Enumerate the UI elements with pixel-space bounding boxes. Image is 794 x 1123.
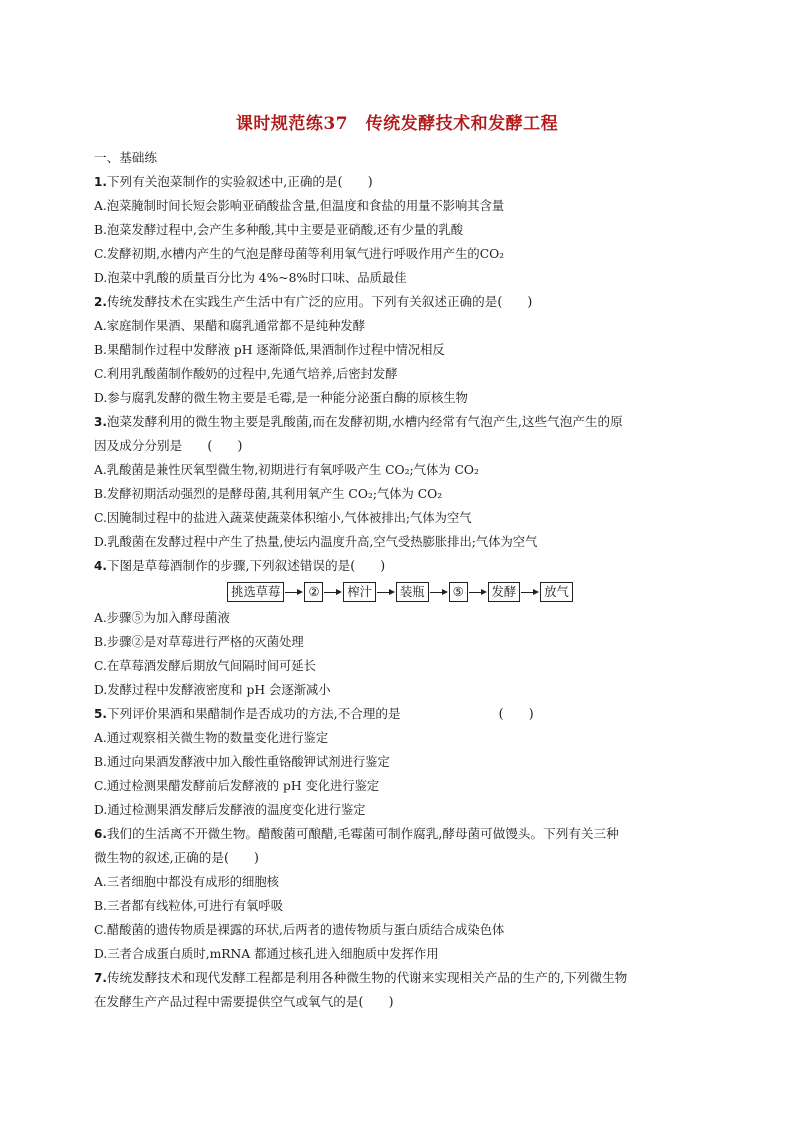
- question-2-option-a: A.家庭制作果酒、果醋和腐乳通常都不是纯种发酵: [94, 319, 366, 333]
- question-4-option-c: C.在草莓酒发酵后期放气间隔时间可延长: [94, 659, 316, 673]
- question-5-stem: [94, 702, 706, 726]
- flow-step-select-strawberry: 挑选草莓: [227, 582, 284, 602]
- section-heading: 一、基础练: [94, 150, 157, 165]
- question-6-stem-line-2: 微生物的叙述,正确的是( ): [94, 850, 259, 865]
- question-2-option-b: B.果醋制作过程中发酵液 pH 逐渐降低,果酒制作过程中情况相反: [94, 343, 445, 357]
- process-flow-diagram: [94, 579, 706, 605]
- question-6-option-d: D.三者合成蛋白质时,mRNA 都通过核孔进入细胞质中发挥作用: [94, 947, 439, 961]
- question-2-stem: [94, 290, 706, 314]
- question-3-stem-line-2: 因及成分分别是 ( ): [94, 438, 243, 453]
- question-5-option-c: C.通过检测果醋发酵前后发酵液的 pH 变化进行鉴定: [94, 779, 380, 793]
- flow-step-fermentation: 发酵: [488, 582, 521, 602]
- question-text: 传统发酵技术和现代发酵工程都是利用各种微生物的代谢来实现相关产品的生产的,下列微生物: [106, 970, 628, 985]
- question-text: 下列有关泡菜制作的实验叙述中,正确的是( ): [106, 174, 373, 189]
- question-2-option-d: D.参与腐乳发酵的微生物主要是毛霉,是一种能分泌蛋白酶的原核生物: [94, 391, 468, 405]
- page-title: 课时规范练37 传统发酵技术和发酵工程: [235, 114, 559, 134]
- question-text: 下列评价果酒和果醋制作是否成功的方法,不合理的是: [106, 706, 401, 721]
- question-3-stem-line-1: [94, 410, 706, 434]
- question-5-option-b: B.通过向果酒发酵液中加入酸性重铬酸钾试剂进行鉴定: [94, 755, 390, 769]
- question-text: 我们的生活离不开微生物。醋酸菌可酿醋,毛霉菌可制作腐乳,酵母菌可做馒头。下列有关三种: [106, 826, 619, 841]
- question-2-option-c: C.利用乳酸菌制作酸奶的过程中,先通气培养,后密封发酵: [94, 367, 398, 381]
- question-list: [94, 146, 706, 1014]
- question-6-option-a: A.三者细胞中都没有成形的细胞核: [94, 875, 279, 889]
- question-1-option-b: B.泡菜发酵过程中,会产生多种酸,其中主要是亚硝酸,还有少量的乳酸: [94, 223, 463, 237]
- question-6-stem-line-1: [94, 822, 706, 846]
- question-3-option-a: A.乳酸菌是兼性厌氧型微生物,初期进行有氧呼吸产生 CO₂;气体为 CO₂: [94, 463, 479, 477]
- question-1-option-a: A.泡菜腌制时间长短会影响亚硝酸盐含量,但温度和食盐的用量不影响其含量: [94, 199, 505, 213]
- question-number: 1.: [94, 175, 107, 189]
- answer-paren: ( ): [498, 706, 534, 721]
- question-4-option-a: A.步骤⑤为加入酵母菌液: [94, 611, 230, 625]
- question-4-option-b: B.步骤②是对草莓进行严格的灭菌处理: [94, 635, 304, 649]
- question-6-option-b: B.三者都有线粒体,可进行有氧呼吸: [94, 899, 284, 913]
- flow-arrow-icon: [323, 583, 343, 601]
- question-number: 2.: [94, 295, 107, 309]
- question-6-option-c: C.醋酸菌的遗传物质是裸露的环状,后两者的遗传物质与蛋白质结合成染色体: [94, 923, 505, 937]
- question-number: 6.: [94, 827, 107, 841]
- question-1-option-c: C.发酵初期,水槽内产生的气泡是酵母菌等利用氧气进行呼吸作用产生的CO₂: [94, 247, 505, 261]
- question-4-stem: [94, 554, 706, 578]
- question-5-option-d: D.通过检测果酒发酵后发酵液的温度变化进行鉴定: [94, 803, 366, 817]
- flow-step-juicing: 榨汁: [343, 582, 376, 602]
- question-7-stem-line-2: 在发酵生产产品过程中需要提供空气或氧气的是( ): [94, 994, 394, 1009]
- question-1-option-d: D.泡菜中乳酸的质量百分比为 4%~8%时口味、品质最佳: [94, 271, 407, 285]
- flow-arrow-icon: [429, 583, 449, 601]
- question-3-option-c: C.因腌制过程中的盐进入蔬菜使蔬菜体积缩小,气体被排出;气体为空气: [94, 511, 472, 525]
- question-text: 泡菜发酵利用的微生物主要是乳酸菌,而在发酵初期,水槽内经常有气泡产生,这些气泡产生的原: [106, 414, 623, 429]
- flow-arrow-icon: [520, 583, 540, 601]
- flow-arrow-icon: [284, 583, 304, 601]
- question-number: 5.: [94, 707, 107, 721]
- flow-step-5: ⑤: [449, 582, 468, 602]
- question-text: 下图是草莓酒制作的步骤,下列叙述错误的是( ): [106, 558, 386, 573]
- question-text: 传统发酵技术在实践生产生活中有广泛的应用。下列有关叙述正确的是( ): [106, 294, 533, 309]
- question-1-stem: [94, 170, 706, 194]
- question-7-stem-line-1: [94, 966, 706, 990]
- flow-arrow-icon: [468, 583, 488, 601]
- question-number: 4.: [94, 559, 107, 573]
- question-5-option-a: A.通过观察相关微生物的数量变化进行鉴定: [94, 731, 329, 745]
- flow-arrow-icon: [376, 583, 396, 601]
- question-4-option-d: D.发酵过程中发酵液密度和 pH 会逐渐减小: [94, 683, 331, 697]
- flow-step-2: ②: [304, 582, 323, 602]
- question-3-option-b: B.发酵初期活动强烈的是酵母菌,其利用氧产生 CO₂;气体为 CO₂: [94, 487, 443, 501]
- question-number: 7.: [94, 971, 107, 985]
- flow-step-venting: 放气: [540, 582, 573, 602]
- question-3-option-d: D.乳酸菌在发酵过程中产生了热量,使坛内温度升高,空气受热膨胀排出;气体为空气: [94, 535, 538, 549]
- flow-step-bottling: 装瓶: [396, 582, 429, 602]
- question-number: 3.: [94, 415, 107, 429]
